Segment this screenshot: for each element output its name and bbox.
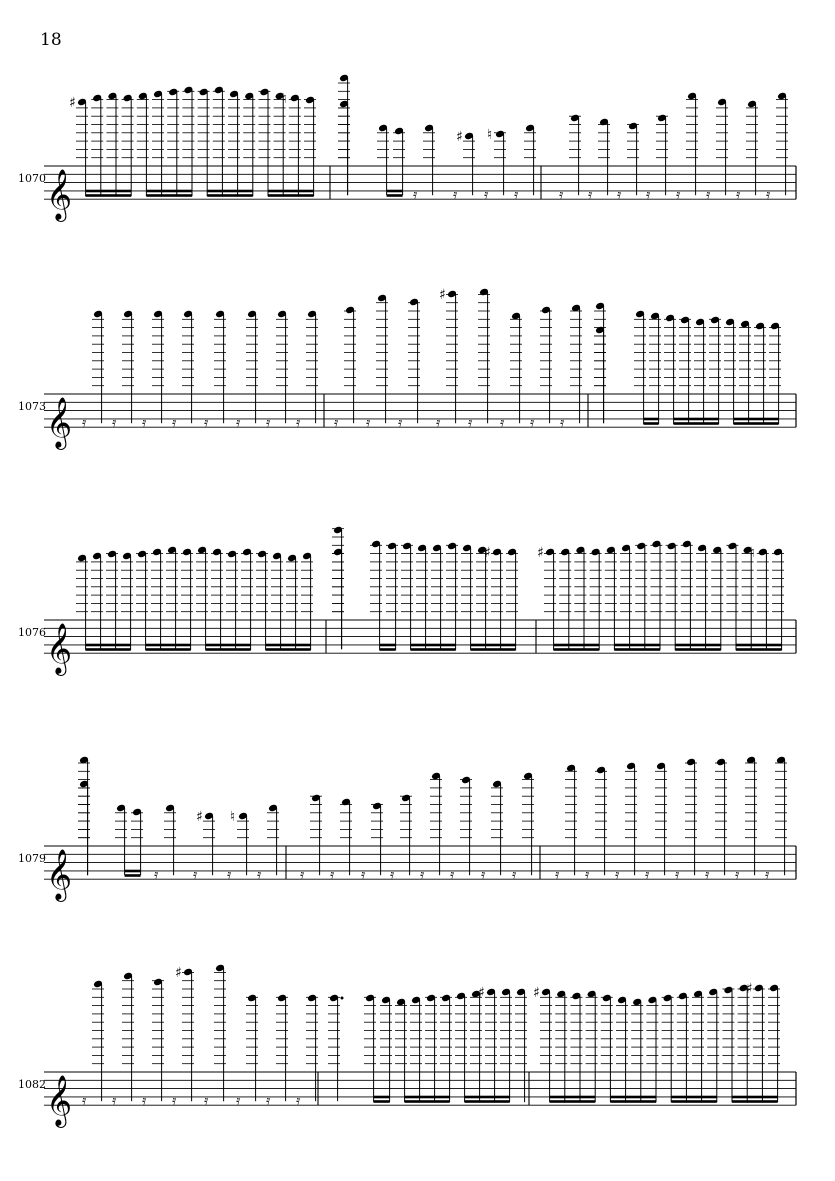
beam — [736, 648, 782, 651]
sixteenth-rest-icon: 𝄿 — [82, 414, 87, 431]
natural-icon: ♮ — [281, 91, 287, 107]
beam — [614, 648, 660, 651]
beam — [674, 422, 719, 425]
beam — [266, 648, 311, 651]
sixteenth-rest-icon: 𝄿 — [484, 186, 489, 203]
sharp-icon: ♯ — [196, 809, 203, 825]
beam — [146, 644, 191, 647]
beam — [465, 1100, 510, 1103]
sixteenth-rest-icon: 𝄿 — [266, 414, 271, 431]
sixteenth-rest-icon: 𝄿 — [500, 414, 505, 431]
sixteenth-rest-icon: 𝄿 — [588, 186, 593, 203]
sharp-icon: ♯ — [69, 95, 76, 111]
sixteenth-rest-icon: 𝄿 — [142, 414, 147, 431]
treble-clef-icon: 𝄞 — [46, 169, 73, 221]
treble-clef-icon: 𝄞 — [46, 1075, 73, 1127]
sixteenth-rest-icon: 𝄿 — [398, 414, 403, 431]
measure-number-1070: 1070 — [18, 172, 46, 185]
sixteenth-rest-icon: 𝄿 — [765, 866, 770, 883]
sixteenth-rest-icon: 𝄿 — [615, 866, 620, 883]
beam — [146, 194, 192, 197]
sixteenth-rest-icon: 𝄿 — [361, 866, 366, 883]
treble-clef-icon: 𝄞 — [46, 397, 73, 449]
beam — [380, 648, 396, 651]
beam — [146, 648, 191, 651]
page-number: 18 — [40, 30, 62, 50]
measure-number-1073: 1073 — [18, 400, 46, 413]
sixteenth-rest-icon: 𝄿 — [453, 186, 458, 203]
beam — [471, 648, 516, 651]
sixteenth-rest-icon: 𝄿 — [330, 866, 335, 883]
sixteenth-rest-icon: 𝄿 — [172, 1092, 177, 1109]
sixteenth-rest-icon: 𝄿 — [560, 414, 565, 431]
sixteenth-rest-icon: 𝄿 — [142, 1092, 147, 1109]
beam — [405, 1100, 450, 1103]
natural-icon: ♮ — [230, 809, 236, 825]
measure-number-1079: 1079 — [18, 852, 46, 865]
sixteenth-rest-icon: 𝄿 — [766, 186, 771, 203]
sixteenth-rest-icon: 𝄿 — [675, 866, 680, 883]
beam — [266, 644, 311, 647]
beam — [86, 644, 131, 647]
natural-icon: ♮ — [749, 545, 755, 561]
beam — [554, 644, 600, 647]
sixteenth-rest-icon: 𝄿 — [296, 414, 301, 431]
sixteenth-rest-icon: 𝄿 — [257, 866, 262, 883]
beam — [206, 648, 251, 651]
beam — [675, 648, 721, 651]
sixteenth-rest-icon: 𝄿 — [706, 186, 711, 203]
beam — [207, 194, 253, 197]
beam — [387, 190, 403, 193]
dot — [341, 997, 344, 1000]
beam — [411, 644, 456, 647]
sixteenth-rest-icon: 𝄿 — [555, 866, 560, 883]
beam — [268, 190, 314, 193]
beam — [405, 1096, 450, 1099]
treble-clef-icon: 𝄞 — [46, 849, 73, 901]
sixteenth-rest-icon: 𝄿 — [450, 866, 455, 883]
sharp-icon: ♯ — [439, 287, 446, 303]
sixteenth-rest-icon: 𝄿 — [296, 1092, 301, 1109]
beam — [411, 648, 456, 651]
sixteenth-rest-icon: 𝄿 — [266, 1092, 271, 1109]
sharp-icon: ♯ — [478, 985, 485, 1001]
measure-number-1076: 1076 — [18, 626, 46, 639]
sixteenth-rest-icon: 𝄿 — [390, 866, 395, 883]
sixteenth-rest-icon: 𝄿 — [112, 1092, 117, 1109]
beam — [374, 1100, 390, 1103]
sixteenth-rest-icon: 𝄿 — [236, 1092, 241, 1109]
sixteenth-rest-icon: 𝄿 — [172, 414, 177, 431]
sixteenth-rest-icon: 𝄿 — [514, 186, 519, 203]
sixteenth-rest-icon: 𝄿 — [236, 414, 241, 431]
beam — [471, 644, 516, 647]
beam — [146, 190, 192, 193]
sixteenth-rest-icon: 𝄿 — [530, 414, 535, 431]
sixteenth-rest-icon: 𝄿 — [735, 866, 740, 883]
sixteenth-rest-icon: 𝄿 — [481, 866, 486, 883]
sixteenth-rest-icon: 𝄿 — [204, 414, 209, 431]
beam — [610, 1100, 656, 1103]
beam — [86, 190, 132, 193]
beam — [125, 874, 141, 877]
sixteenth-rest-icon: 𝄿 — [736, 186, 741, 203]
sixteenth-rest-icon: 𝄿 — [585, 866, 590, 883]
sixteenth-rest-icon: 𝄿 — [420, 866, 425, 883]
beam — [125, 870, 141, 873]
sixteenth-rest-icon: 𝄿 — [676, 186, 681, 203]
beam — [671, 1100, 717, 1103]
beam — [465, 1096, 510, 1099]
beam — [380, 644, 396, 647]
beam — [734, 418, 779, 421]
sixteenth-rest-icon: 𝄿 — [559, 186, 564, 203]
sixteenth-rest-icon: 𝄿 — [646, 186, 651, 203]
sixteenth-rest-icon: 𝄿 — [334, 414, 339, 431]
beam — [734, 422, 779, 425]
beam — [86, 194, 132, 197]
sharp-icon: ♯ — [533, 985, 540, 1001]
beam — [207, 190, 253, 193]
natural-icon: ♮ — [487, 127, 493, 143]
measure-number-1082: 1082 — [18, 1078, 46, 1091]
beam — [614, 644, 660, 647]
sixteenth-rest-icon: 𝄿 — [366, 414, 371, 431]
sixteenth-rest-icon: 𝄿 — [227, 866, 232, 883]
sixteenth-rest-icon: 𝄿 — [112, 414, 117, 431]
sixteenth-rest-icon: 𝄿 — [413, 186, 418, 203]
beam — [374, 1096, 390, 1099]
beam — [674, 418, 719, 421]
beam — [736, 644, 782, 647]
sixteenth-rest-icon: 𝄿 — [617, 186, 622, 203]
beam — [675, 644, 721, 647]
sixteenth-rest-icon: 𝄿 — [154, 866, 159, 883]
beam — [671, 1096, 717, 1099]
sixteenth-rest-icon: 𝄿 — [204, 1092, 209, 1109]
beam — [550, 1100, 596, 1103]
beam — [644, 418, 659, 421]
sharp-icon: ♯ — [484, 545, 491, 561]
beam — [732, 1096, 778, 1099]
sixteenth-rest-icon: 𝄿 — [512, 866, 517, 883]
beam — [268, 194, 314, 197]
sixteenth-rest-icon: 𝄿 — [705, 866, 710, 883]
sixteenth-rest-icon: 𝄿 — [436, 414, 441, 431]
beam — [610, 1096, 656, 1099]
beam — [732, 1100, 778, 1103]
beam — [550, 1096, 596, 1099]
beam — [554, 648, 600, 651]
treble-clef-icon: 𝄞 — [46, 623, 73, 675]
sixteenth-rest-icon: 𝄿 — [468, 414, 473, 431]
sharp-icon: ♯ — [175, 965, 182, 981]
sixteenth-rest-icon: 𝄿 — [645, 866, 650, 883]
beam — [644, 422, 659, 425]
beam — [387, 194, 403, 197]
sixteenth-rest-icon: 𝄿 — [300, 866, 305, 883]
sharp-icon: ♯ — [537, 545, 544, 561]
sixteenth-rest-icon: 𝄿 — [193, 866, 198, 883]
beam — [206, 644, 251, 647]
beam — [86, 648, 131, 651]
sharp-icon: ♯ — [745, 981, 753, 997]
sixteenth-rest-icon: 𝄿 — [82, 1092, 87, 1109]
sharp-icon: ♯ — [456, 129, 463, 145]
